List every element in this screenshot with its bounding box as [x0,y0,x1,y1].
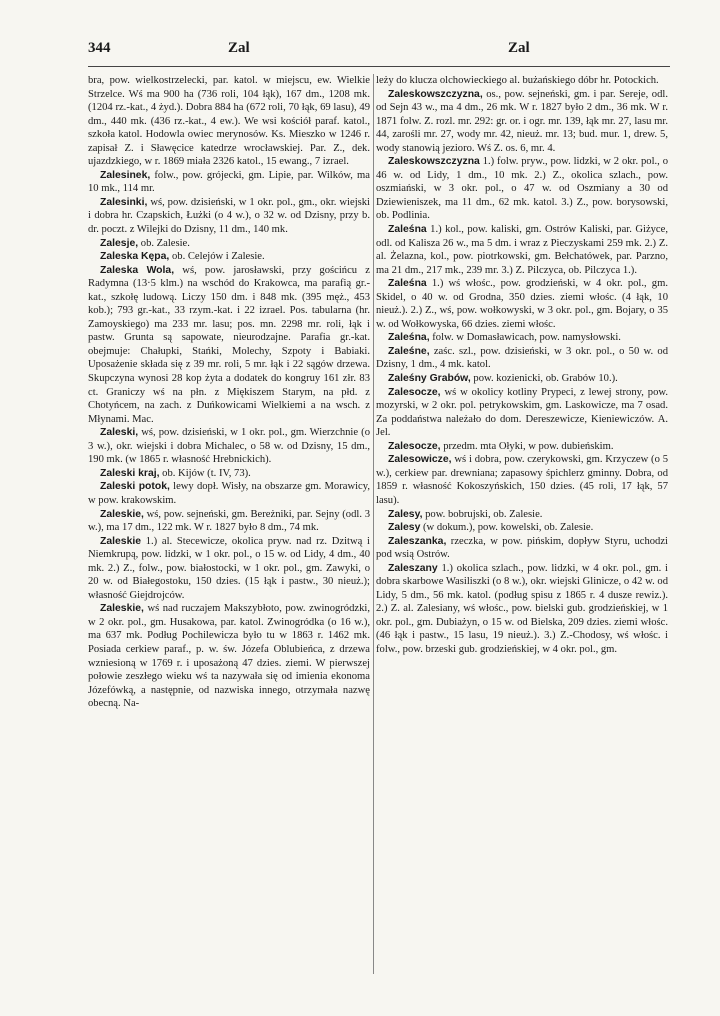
entry-headword: Zaleskowszczyzna, [388,88,483,100]
entry-headword: Zaleśna [388,278,427,290]
entry-text: os., pow. sejneński, gm. i par. Sereje, odl. od Sejn 43 w., ma 4 dm., 26 mk. W r. 1827 było 2 dm., 36 mk. W r. 1871 folw. Z. rozl. mr. 292: gr. or. i ogr. mr. 139, łąk mr. 27, lasu mr. 44, zarośli mr. 27, wody mr. 42, nieuż. mr. 13; bud. mur. 1, drew. 5, wody stanowią jezioro. Wś Z. os. 6, mr. 4. [376,88,668,154]
dictionary-entry [376,345,668,372]
entry-headword: Zaleszany [388,562,438,574]
entry-headword: Zaleśna, [388,332,430,344]
right-column [376,74,668,657]
left-running-head: Zal [228,40,250,56]
page-number: 344 [88,40,111,56]
entry-text: wś, pow. sejneński, gm. Bereżniki, par. Sejny (odl. 3 w.), ma 17 dm., 122 mk. W r. 1827 było 8 dm., 74 mk. [88,508,370,534]
entry-text: przedm. mta Ołyki, w pow. dubieńskim. [443,440,614,452]
entry-text: pow. kozienicki, ob. Grabów 10.). [473,373,618,385]
dictionary-entry [376,372,668,386]
dictionary-entry [88,480,370,507]
dictionary-entry [88,250,370,264]
dictionary-entry [88,169,370,196]
entry-text: zaśc. szl., pow. dzisieński, w 3 okr. pol., o 50 w. od Dzisny, 1 dm., 4 mk. katol. [376,345,668,371]
entry-text: wś, pow. dzisieński, w 1 okr. pol., gm. Wierzchnie (o 3 w.), okr. wiejski i dobra Michalec, o 58 w. od Dzisny, 15 dm., 190 mk. (w 1865 r. własność Hrebnickich). [88,427,370,466]
right-running-head: Zal [508,40,530,56]
column-divider [373,74,374,974]
entry-text: wś i dobra, pow. czerykowski, gm. Krzyczew (o 5 w.), cerkiew par. drewniana; zapasowy śpichlerz gminny. Dobra, od 1859 r. własność Kokoszyńskich, 150 dzies. (45 roli, 17 łąk, 57 lasu). [376,454,668,506]
entry-headword: Zalesy [388,522,421,534]
entry-headword: Zalesocze, [388,440,441,452]
page-header [88,40,670,64]
entry-text: 1.) okolica szlach., pow. lidzki, w 4 okr. pol., gm. i dobra skarbowe Wasiliszki (o 8 w.), okr. wiejski Glinicze, o 42 w. od Lidy, 5 dm., 56 mk. katol. (podług spisu z 1865 r. 4 dusze rewiz.). 2.) Z. al. Zalesiany, wś włośc., pow. bielski gub. grodzieńskiej, w 1 okr. pol., gm. Dubiażyn, o 15 w. od Bielska, 209 dzies. ziemi włośc. (46 łąk i pastw., 15 lasu, 19 nieuż.). 3.) Z.-Chodosy, wś włośc. i folw., pow. brzeski gub. grodzieńskiej, w 4 okr. pol., gm. [376,562,668,655]
entry-text: wś, pow. jarosławski, przy gościńcu z Radymna (13·5 klm.) na wschód do Krakowca, ma parafią gr.-kat., szkołę ludową. Liczy 150 dm. i 848 mk. (395 męż., 453 kob.); 793 gr.-kat., 33 rzym.-kat. i 22 izrael. Pos. tabularna (hr. Zamoyskiego) ma 233 mr. lasu; pos. mn. 2298 mr. roli, łąk i pastw. Grunta są sapowate, nieurodzajne. Parafia gr.-kat. obejmuje: Chałupki, Stańki, Molechy, Szpoty i Babiaki. Uposażenie składa się z 39 mr. roli, 5 mr. łąk i 22 sągów drzewa. Skupczyna wynosi 28 kop żyta a dodatek do kongruy 161 złr. 83 ct. Graniczy wś na płn. z Miękiszem Starym, na płd. z Chotyńcem, na zach. z Duńkowicami Wielkiemi a na wsch. z Młynami. Mac. [88,264,370,425]
entry-text: wś w okolicy kotliny Prypeci, z lewej strony, pow. mozyrski, w 2 okr. pol. petrykowskim, gm. Laskowicze, ma 7 osad. Za poddaństwa należało do dom. Dereszewicze, Kieniewiczów. A. Jel. [376,386,668,439]
entry-headword: Zalesinek, [100,169,151,181]
dictionary-entry [376,155,668,223]
entry-text: lewy dopł. Wisły, na obszarze gm. Morawicy, w pow. krakowskim. [88,481,370,506]
entry-text: 1.) folw. pryw., pow. lidzki, w 2 okr. pol., o 46 w. od Lidy, 1 dm., 10 mk. 2.) Z., okolica szlach., pow. oszmiański, w 3 okr. pol., o 47 w. od Oszmiany a 30 od Dziewieniszek, ma 11 dm., 62 mk. katol. 3.) Z., pow. borysowski, ob. Podlinia. [376,156,668,222]
dictionary-entry [376,508,668,522]
dictionary-entry [376,331,668,345]
dictionary-entry [88,602,370,710]
entry-text: pow. bobrujski, ob. Zalesie. [425,508,543,520]
dictionary-entry [88,508,370,535]
entry-text: bra, pow. wielkostrzelecki, par. katol. w miejscu, ew. Wielkie Strzelce. Wś ma 900 ha (736 roli, 104 łąk), 167 dm., 1208 mk. (1204 rz.-kat., 4 żyd.). Dobra 884 ha (672 roli, 70 łąk, 69 lasu), 49 dm., 440 mk. (436 rz.-kat., 4 ew.). We wsi kościół paraf. katol., szkoła katol. Hodowla owiec merynosów. Ks. Mieszko w 1246 r. zapisał Z. i Sławęcice katedrze wrocławskiej. Par. Z., dek. ujazdzkiego, w r. 1869 miała 2326 katol., 15 ewang., 7 izrael. [88,75,370,168]
entry-headword: Zaleski kraj, [100,467,160,479]
entry-headword: Zaleskowszczyzna [388,156,480,168]
entry-headword: Zaleskie [100,535,142,547]
entry-headword: Zaleskie, [100,603,144,615]
dictionary-entry [376,521,668,535]
entry-text: 1.) al. Stecewicze, okolica pryw. nad rz. Dzitwą i Niemkrupą, pow. lidzki, w 1 okr. pol., o 15 w. od Lidy, 4 dm., 40 mk. 2.) Z., folw., pow. białostocki, w 1 okr. pol., gm. Zawyki, o 20 w. od Białegostoku, 150 dzies. (15 łąk i pastw., 30 nieuż.); własność Giejdrojców. [88,535,370,601]
header-rule [88,66,670,67]
entry-headword: Zaleska Wola, [100,264,175,276]
entry-text: ob. Zalesie. [140,237,190,249]
dictionary-entry [376,440,668,454]
entry-headword: Zaleśny Grabów, [388,373,471,385]
entry-headword: Zaleskie, [100,508,144,520]
dictionary-entry [88,535,370,603]
entry-text: wś nad ruczajem Makszybłoto, pow. zwinogródzki, w 2 okr. pol., gm. Husakowa, par. katol. Zwinogródka (o 16 w.), ma 637 mk. Podług Pochilewicza było tu w 1863 r. 1462 mk. Posiada cerkiew paraf., p. w. św. Józefa Oblubieńca, z drzewa wzniesioną w 1769 r. i uposażoną 47 dzies. ziemi. W pierwszej połowie zeszłego wieku wś ta nazywała się od imienia ekonoma Józefówką, a następnie, od nazwiska innego, otrzymała nazwę obecną. Na- [88,603,370,710]
entry-headword: Zaleska Kępa, [100,251,170,263]
entry-text: rzeczka, w pow. pińskim, dopływ Styru, uchodzi pod wsią Ostrów. [376,535,668,561]
entry-headword: Zaleśne, [388,345,430,357]
entry-text: 1.) kol., pow. kaliski, gm. Ostrów Kaliski, par. Giżyce, odl. od Kalisza 26 w., ma 5 dm. i wraz z Pieczyskami 259 mk. 2.) Z. al. Żelazna, kol., pow. piotrkowski, gm. Bełchatówek, par. Parzno, ma 21 dm., 217 mk., 239 mr. 3.) Z. Pilczyca, ob. Pilczyca 1.). [376,224,668,276]
entry-text: ob. Celejów i Zalesie. [171,251,265,263]
entry-headword: Zalesocze, [388,386,441,398]
entry-text: 1.) wś włośc., pow. grodzieński, w 4 okr. pol., gm. Skidel, o 40 w. od Grodna, 350 dzies. ziemi włośc. (4 łąk, 10 nieuż.). 2.) Z., wś, pow. wołkowyski, w 3 okr. pol., gm. Bojary, o 35 w. od Wołkowyska, 66 dzies. ziemi włośc. [376,278,668,330]
dictionary-entry [376,562,668,657]
entry-text: leży do klucza olchowieckiego al. bużańskiego dóbr hr. Potockich. [376,75,659,86]
entry-headword: Zalesy, [388,508,423,520]
dictionary-entry [376,74,668,88]
entry-headword: Zalesowicze, [388,454,452,466]
dictionary-entry [88,264,370,427]
dictionary-entry [88,237,370,251]
entry-text: ob. Kijów (t. IV, 73). [162,467,251,479]
dictionary-entry [376,223,668,277]
dictionary-entry [88,467,370,481]
entry-headword: Zaleszanka, [388,535,447,547]
dictionary-entry [376,535,668,562]
entry-headword: Zaleski, [100,427,139,439]
entry-headword: Zalesinki, [100,196,148,208]
entry-text: (w dokum.), pow. kowelski, ob. Zalesie. [423,522,594,534]
entry-headword: Zaleski potok, [100,481,170,493]
entry-headword: Zaleśna [388,224,427,236]
dictionary-entry [88,74,370,169]
dictionary-entry [88,196,370,237]
dictionary-entry [376,453,668,507]
dictionary-entry [376,88,668,156]
dictionary-entry [88,426,370,467]
entry-text: folw. w Domasławicach, pow. namysłowski. [432,332,621,344]
entry-text: wś, pow. dzisieński, w 1 okr. pol., gm., okr. wiejski i dobra hr. Czapskich, Łużki (o 4 w.), o 32 w. od Dzisny, przy b. dr. poczt. z Wilejki do Dzisny, 11 dm., 140 mk. [88,196,370,236]
left-column [88,74,370,711]
dictionary-entry [376,386,668,440]
dictionary-entry [376,277,668,331]
entry-text: folw., pow. grójecki, gm. Lipie, par. Wilków, ma 10 mk., 114 mr. [88,169,370,195]
entry-headword: Zalesje, [100,237,139,249]
